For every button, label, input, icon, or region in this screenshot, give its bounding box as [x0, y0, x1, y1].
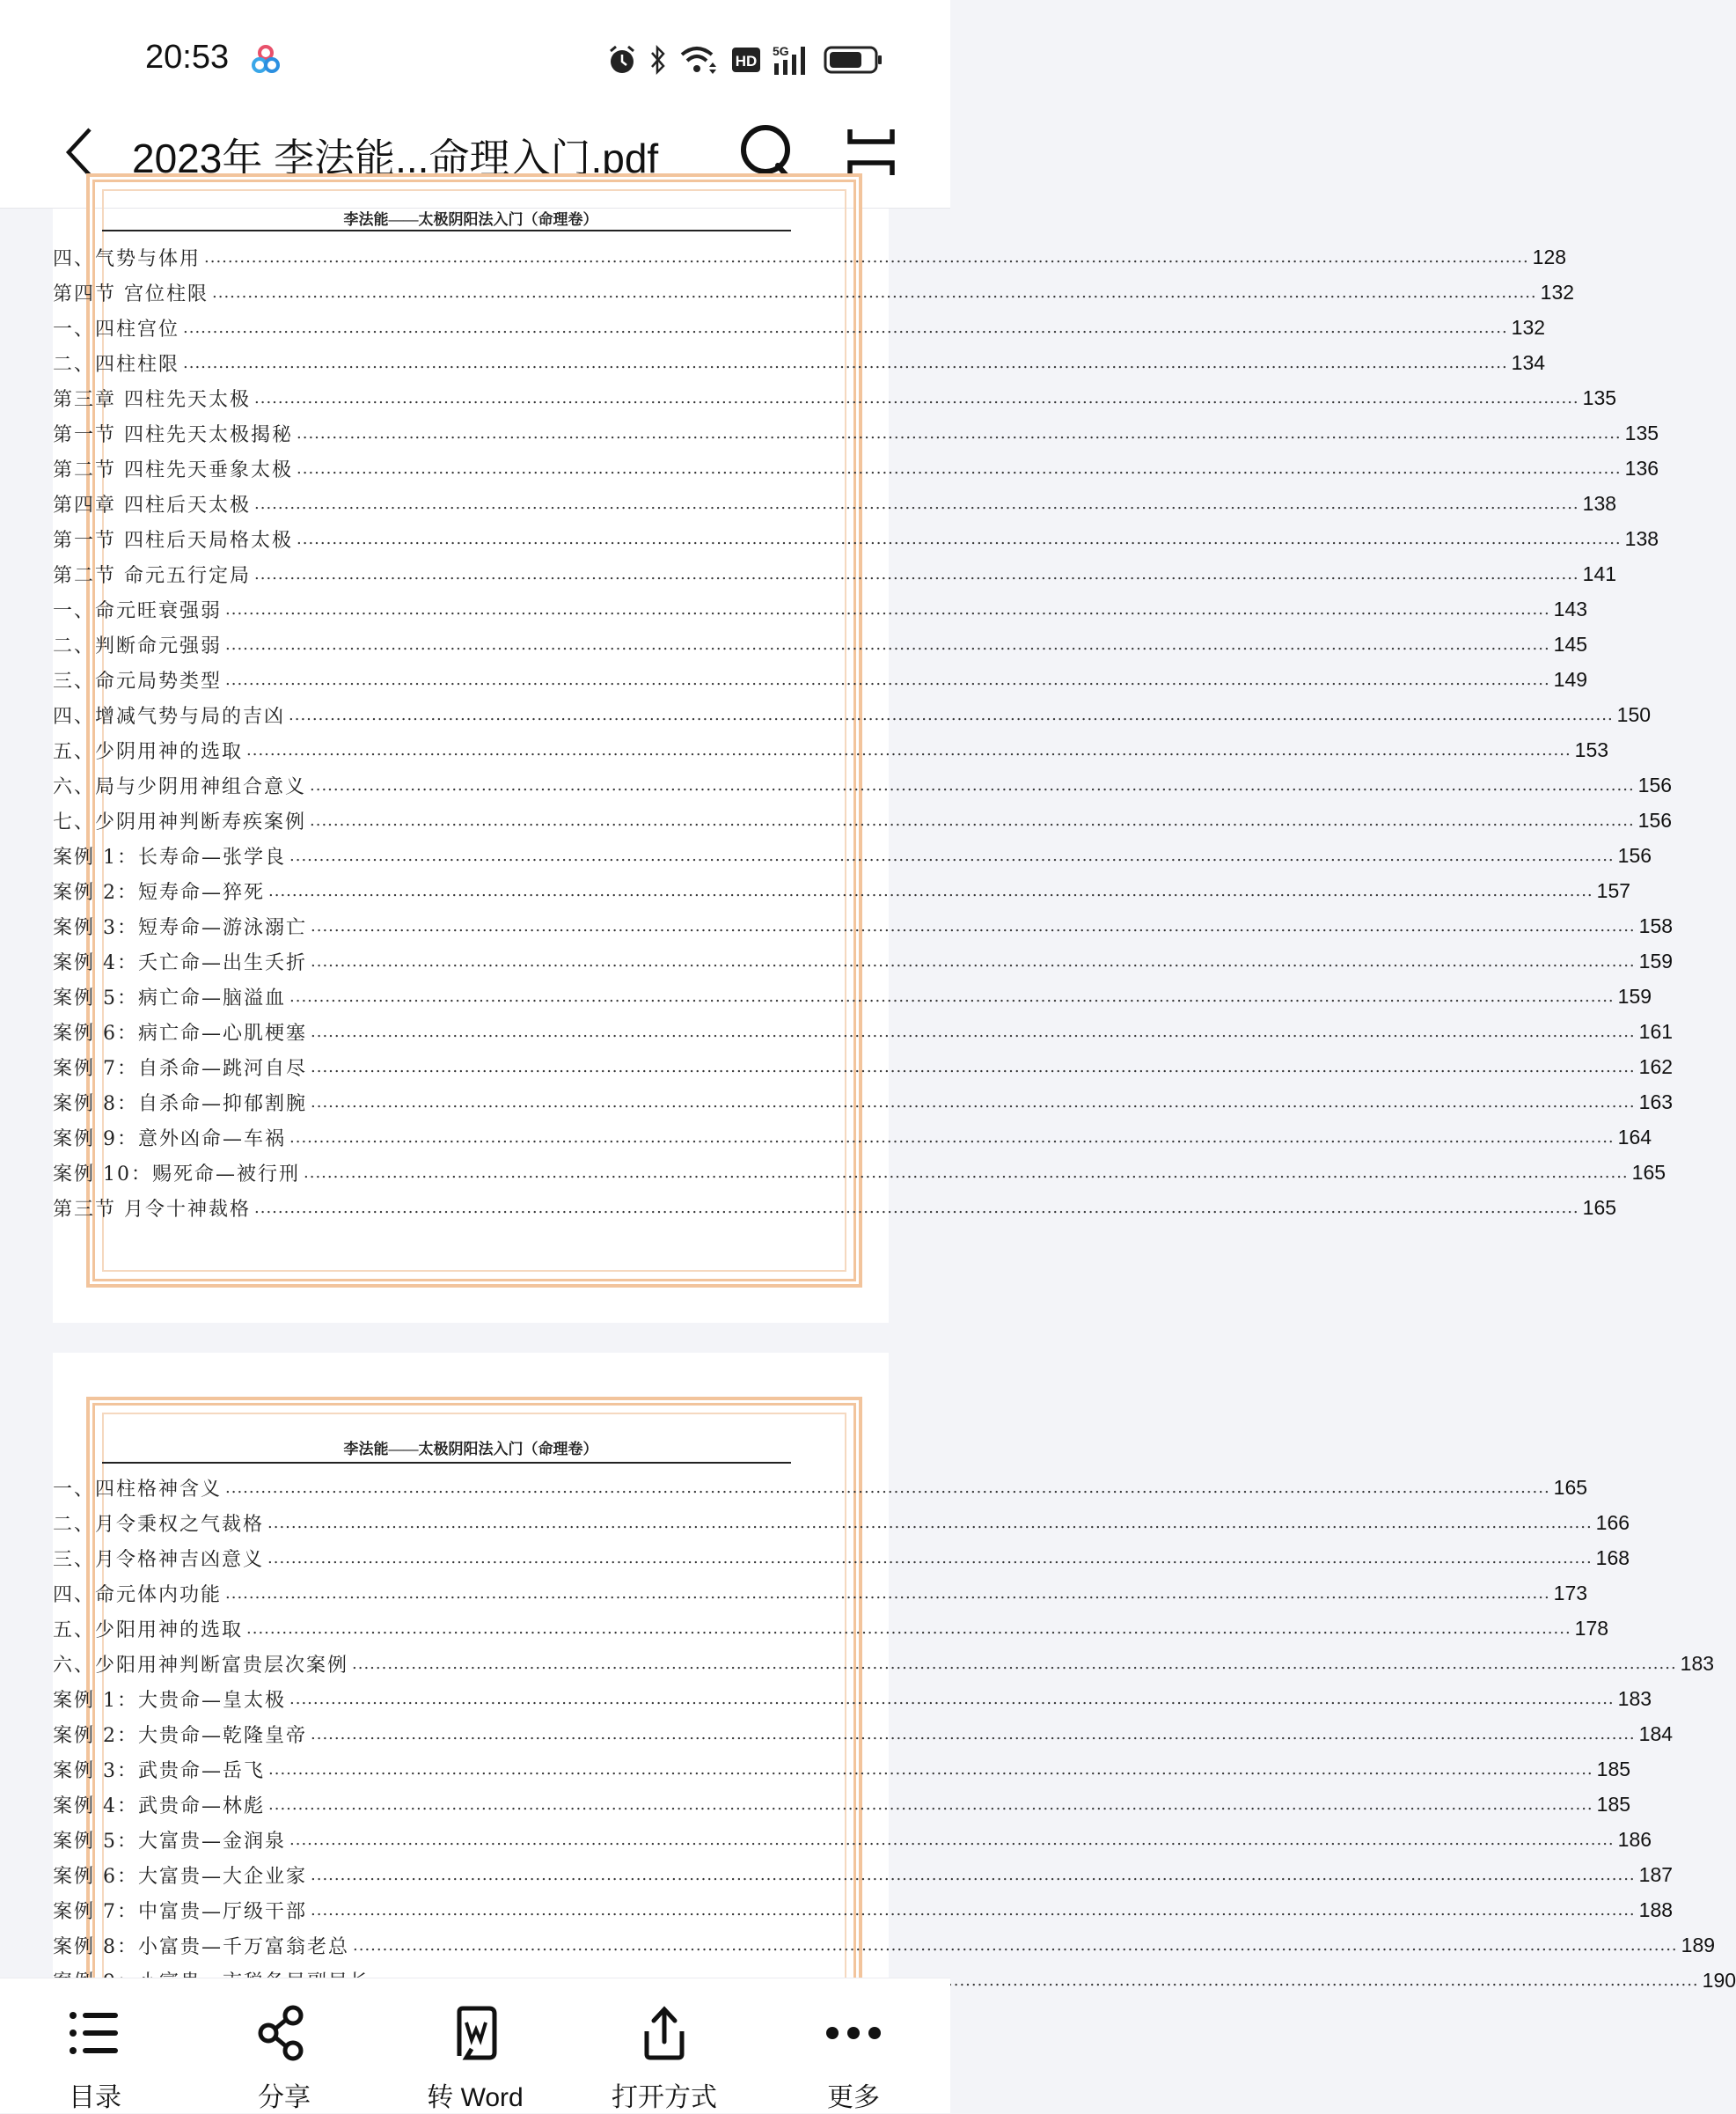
word-convert-icon: [447, 2005, 503, 2061]
toc-entry[interactable]: 第四节 宫位柱限 ..... 132: [53, 275, 891, 310]
toc-entry[interactable]: 案例 3：短寿命—游泳溺亡 ..... 158: [53, 908, 891, 943]
pdf-page: [53, 1353, 1736, 2057]
toc-entry[interactable]: 案例 8：小富贵—千万富翁老总 ..... 189: [53, 1927, 891, 1963]
toc-entry[interactable]: 案例 4：夭亡命—出生夭折 ..... 159: [53, 943, 891, 979]
toc-entry[interactable]: 一、四柱格神含义 ..... 165: [53, 1470, 891, 1505]
wifi-icon: [679, 45, 720, 75]
toc-entry[interactable]: 案例 10：赐死命—被行刑 ..... 165: [53, 1155, 891, 1190]
toc-entry[interactable]: 案例 2：大贵命—乾隆皇帝 ..... 184: [53, 1716, 891, 1751]
toc-entry[interactable]: 二、四柱柱限 ..... 134: [53, 345, 891, 380]
bluetooth-icon: [649, 45, 667, 75]
toc-entry[interactable]: 案例 8：自杀命—抑郁割腕 ..... 163: [53, 1084, 891, 1119]
toc-entry[interactable]: 一、四柱宫位 ..... 132: [53, 310, 891, 345]
convert-word-button[interactable]: [405, 1978, 546, 2113]
toc-entry[interactable]: 案例 6：大富贵—大企业家 ..... 187: [53, 1857, 891, 1892]
list-icon: [67, 2005, 123, 2061]
share-icon: [256, 2005, 312, 2061]
toc-entry[interactable]: 五、少阳用神的选取 ..... 178: [53, 1611, 891, 1646]
toc-entry[interactable]: 案例 9：意外凶命—车祸 ..... 164: [53, 1119, 891, 1155]
toc-entry[interactable]: 案例 7：自杀命—跳河自尽 ..... 162: [53, 1049, 891, 1084]
toc-button-label: 目录: [69, 2083, 121, 2112]
open-with-label: 打开方式: [612, 2083, 717, 2112]
toc-entry[interactable]: 三、命元局势类型 ..... 149: [53, 662, 891, 697]
toc-entry[interactable]: 第一节 四柱先天太极揭秘 ..... 135: [53, 415, 891, 451]
toc-entry[interactable]: 六、局与少阴用神组合意义 ..... 156: [53, 767, 891, 803]
status-time: 20:53: [145, 39, 230, 76]
svg-text:5G: 5G: [773, 44, 789, 58]
toc-entry[interactable]: 一、命元旺衰强弱 ..... 143: [53, 591, 891, 627]
svg-text:HD: HD: [735, 53, 758, 70]
scroll-mode-icon: [846, 126, 897, 179]
toc-entry[interactable]: 五、少阴用神的选取 ..... 153: [53, 732, 891, 767]
share-button-label: 分享: [258, 2083, 311, 2112]
more-icon: [825, 2005, 882, 2061]
toc-entry[interactable]: 三、月令格神吉凶意义 ..... 168: [53, 1540, 891, 1575]
chevron-left-icon: [62, 126, 97, 179]
toc-entry[interactable]: 案例 1：长寿命—张学良 ..... 156: [53, 838, 891, 873]
5g-signal-icon: [773, 44, 811, 76]
header-rule: [102, 1462, 791, 1464]
convert-word-label: 转 Word: [427, 2083, 524, 2112]
toc-entry[interactable]: ..... 190: [53, 1963, 891, 1998]
toc-entry[interactable]: 案例 7：中富贵—厅级干部 ..... 188: [53, 1892, 891, 1927]
running-head: 李法能——太极阴阳法入门（命理卷）: [343, 1441, 598, 1457]
pdf-viewer[interactable]: [0, 209, 1736, 1992]
status-icons: [607, 42, 883, 77]
alarm-icon: [607, 44, 637, 76]
toc-entry[interactable]: 案例 6：病亡命—心肌梗塞 ..... 161: [53, 1014, 891, 1049]
hd-icon: [732, 48, 760, 72]
toc-entry[interactable]: 二、月令秉权之气裁格 ..... 166: [53, 1505, 891, 1540]
toc-entry[interactable]: 案例 3：武贵命—岳飞 ..... 185: [53, 1751, 891, 1787]
more-button-label: 更多: [827, 2083, 880, 2112]
toc-entry[interactable]: 第三章 四柱先天太极 ..... 135: [53, 380, 891, 415]
toc-entry[interactable]: 第一节 四柱后天局格太极 ..... 138: [53, 521, 891, 556]
toc-entry[interactable]: 四、命元体内功能 ..... 173: [53, 1575, 891, 1611]
toc-entry[interactable]: 案例 1：大贵命—皇太极 ..... 183: [53, 1681, 891, 1716]
toc-button[interactable]: [25, 1978, 165, 2113]
share-button[interactable]: [214, 1978, 355, 2113]
open-with-button[interactable]: [594, 1978, 735, 2113]
document-title: 2023年 李法能...命理入门.pdf: [132, 136, 659, 181]
running-head: 李法能——太极阴阳法入门（命理卷）: [343, 211, 598, 228]
pdf-page: [53, 209, 1674, 1323]
open-with-icon: [636, 2005, 692, 2061]
toc-entry[interactable]: 案例 4：武贵命—林彪 ..... 185: [53, 1787, 891, 1822]
more-button[interactable]: [783, 1978, 924, 2113]
toc-entry[interactable]: 四、增减气势与局的吉凶 ..... 150: [53, 697, 891, 732]
toc-entry[interactable]: 第二节 四柱先天垂象太极 ..... 136: [53, 451, 891, 486]
toc-entry[interactable]: 七、少阴用神判断寿疾案例 ..... 156: [53, 803, 891, 838]
battery-icon: [824, 46, 883, 74]
status-bar: [0, 0, 950, 97]
toc-entry[interactable]: 四、气势与体用 ..... 128: [53, 239, 891, 275]
toc-entry[interactable]: 二、判断命元强弱 ..... 145: [53, 627, 891, 662]
toc-entry[interactable]: 第二节 命元五行定局 ..... 141: [53, 556, 891, 591]
toc-entry[interactable]: 案例 5：病亡命—脑溢血 ..... 159: [53, 979, 891, 1014]
app-notification-icon: [248, 42, 283, 77]
toc-entry[interactable]: 案例 2：短寿命—猝死 ..... 157: [53, 873, 891, 908]
toc-entry[interactable]: 第三节 月令十神裁格 ..... 165: [53, 1190, 891, 1225]
toc-entry[interactable]: 六、少阳用神判断富贵层次案例 ..... 183: [53, 1646, 891, 1681]
toc-entry[interactable]: 第四章 四柱后天太极 ..... 138: [53, 486, 891, 521]
header-rule: [102, 230, 791, 231]
bottom-toolbar: [0, 1978, 950, 2113]
toc-entry[interactable]: 案例 5：大富贵—金润泉 ..... 186: [53, 1822, 891, 1857]
